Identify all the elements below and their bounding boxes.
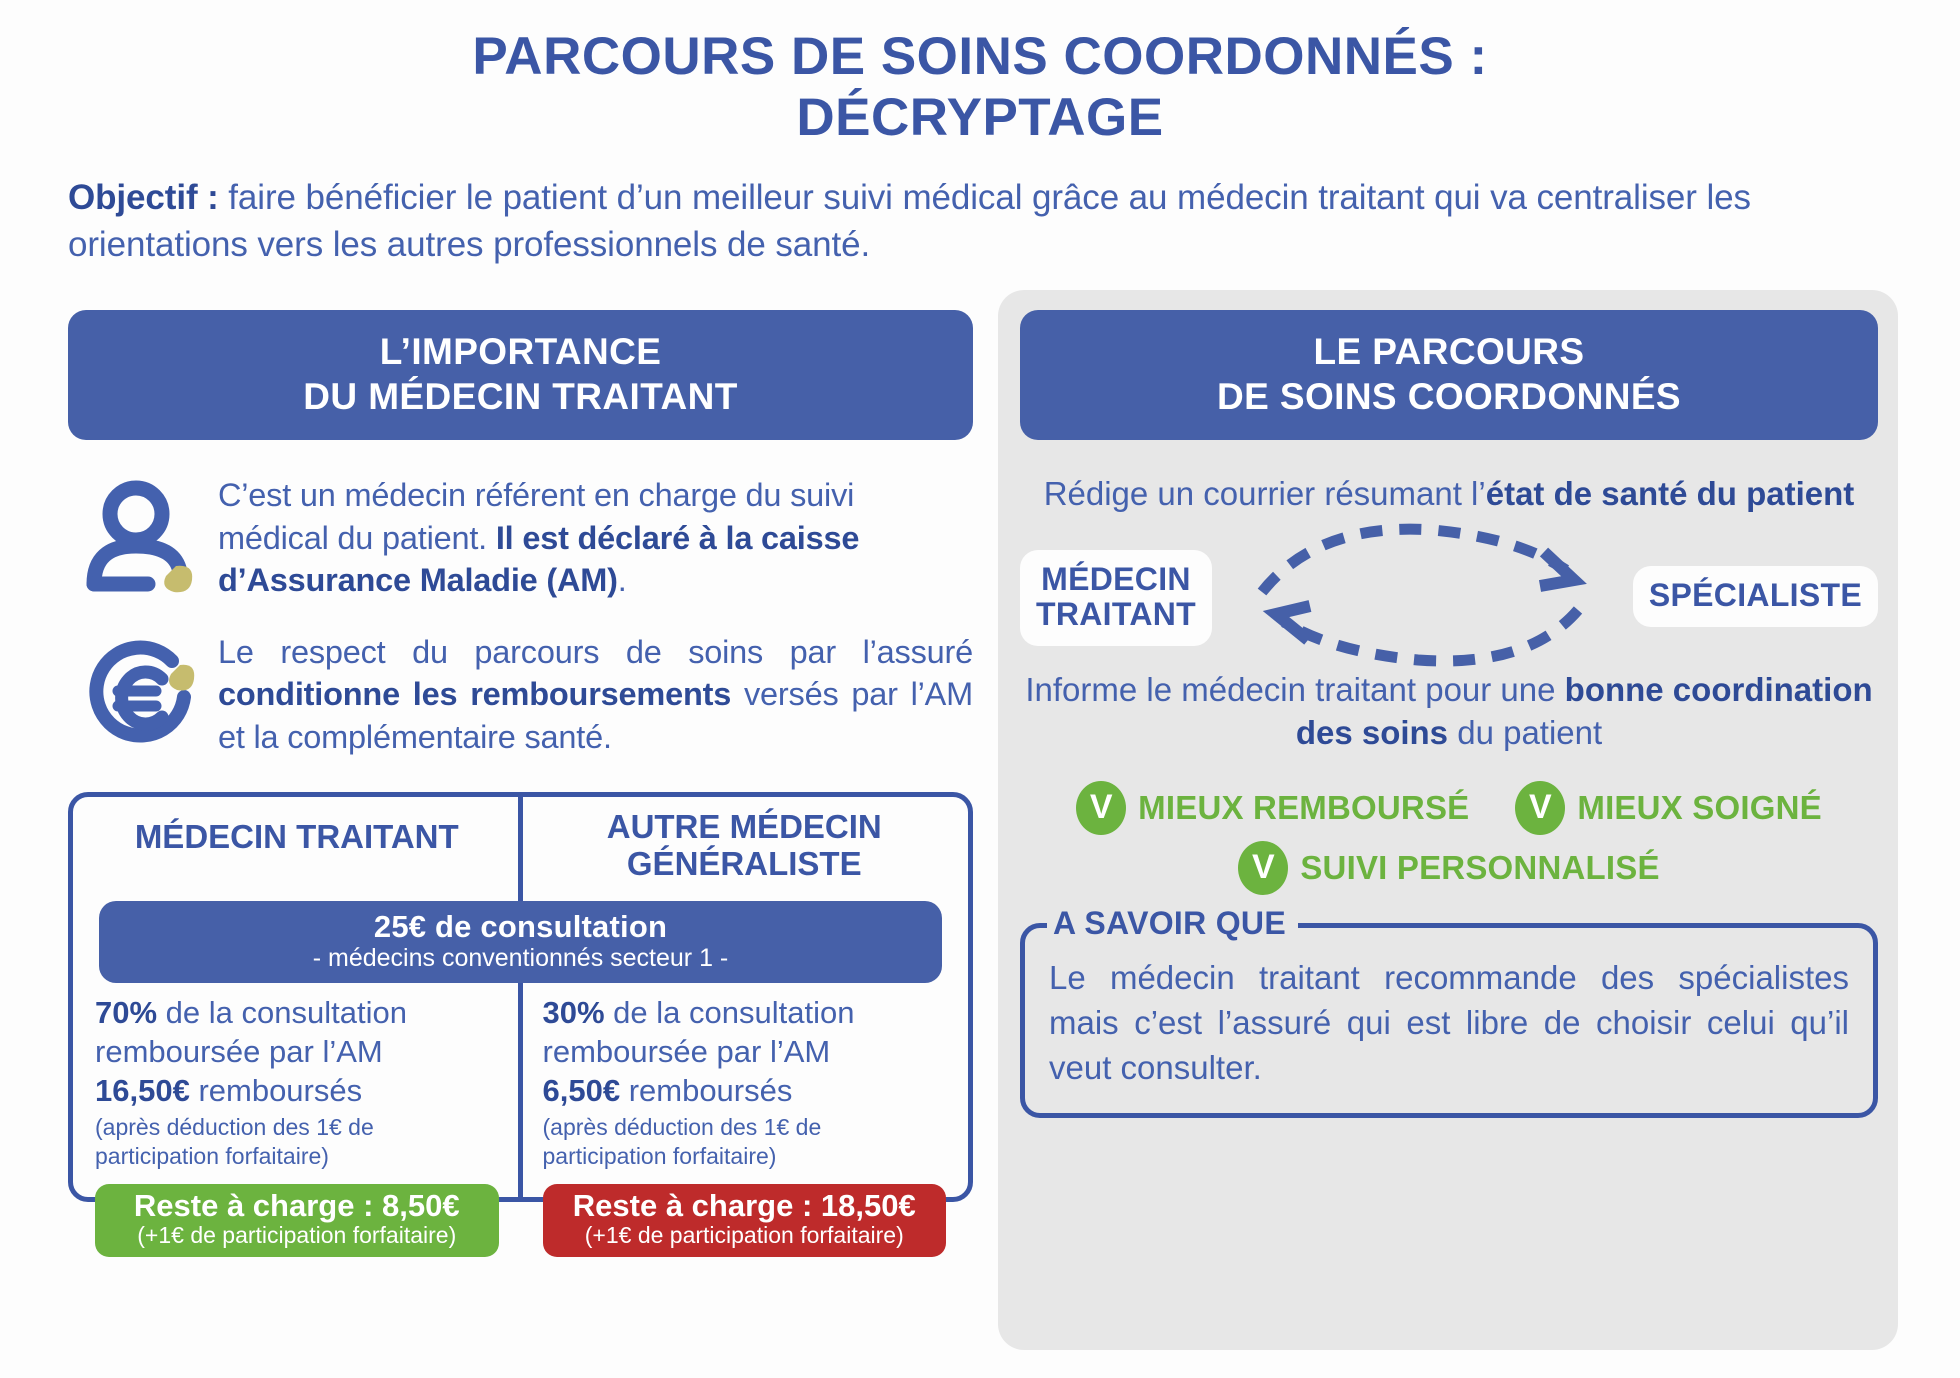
flow-bottom-plain1: Informe le médecin traitant pour une [1025,670,1565,708]
table-col2-header-line1: AUTRE MÉDECIN [606,807,882,845]
right-panel-header [1020,310,1878,440]
flow-bottom-text [1020,668,1878,755]
a-savoir-que-box [1020,904,1878,1118]
col1-pct-rest: de la consultation remboursée par l’AM [95,994,407,1069]
left-point-1 [68,474,973,601]
a-savoir-que-text: Le médecin traitant recommande des spécialistes mais c’est l’assuré qui est libre de choisir celui qu’il veut consulter. [1049,958,1849,1086]
left-point-2-bold1: conditionne les remboursements [218,676,732,713]
flow-top-bold1: état de santé du patient [1485,475,1855,513]
benefits-row-2 [1020,841,1878,895]
left-point-1-bold1: Il est déclaré à la caisse d’Assurance Maladie (AM) [218,519,860,598]
col2-reimbursement-amount [543,1071,947,1110]
left-panel [68,310,973,1249]
right-panel-header-line2: DE SOINS COORDONNÉS [1217,376,1681,418]
page-title [0,0,1960,149]
benefit-label-1: MIEUX REMBOURSÉ [1138,788,1470,826]
col1-reste-sub: (+1€ de participation forfaitaire) [137,1222,457,1249]
col2-reste-main: Reste à charge : 18,50€ [572,1188,916,1224]
col2-reimbursement-pct [543,993,947,1071]
benefits-list [1020,781,1878,895]
col1-reste-main: Reste à charge : 8,50€ [133,1188,460,1224]
table-cell-autre-medecin [521,993,969,1258]
col1-note: (après déduction des 1€ de participation forfaitaire) [95,1113,374,1169]
col2-reste-a-charge-badge [543,1184,947,1257]
table-col2-header-line2: GÉNÉRALISTE [626,844,862,882]
flow-bottom-plain2: du patient [1448,714,1603,752]
benefit-item-2 [1515,781,1821,835]
consultation-price-note: - médecins conventionnés secteur 1 - [312,943,729,972]
comparison-table [68,792,973,1249]
objective-label: Objectif : [68,177,219,217]
col2-note: (après déduction des 1€ de participation forfaitaire) [542,1113,822,1169]
col1-reimbursement-amount [95,1071,499,1110]
col2-pct-rest: de la consultation remboursée par l’AM [542,994,855,1069]
page-title-line1: PARCOURS DE SOINS COORDONNÉS : [472,27,1488,86]
col2-amount-rest: remboursés [620,1072,793,1108]
consultation-price-band [99,901,942,983]
cycle-node-medecin-traitant [1020,550,1212,646]
left-panel-header-line1: L’IMPORTANCE [379,331,662,372]
cycle-node-specialiste: SPÉCIALISTE [1633,566,1878,627]
benefits-row-1 [1020,781,1878,835]
content-columns [0,310,1960,1378]
cycle-dashed-arrows-icon [1248,518,1638,668]
left-point-2-text [218,631,973,758]
col2-reste-sub: (+1€ de participation forfaitaire) [584,1222,904,1249]
col1-pct-value: 70% [95,994,158,1030]
coordination-cycle-diagram [1020,524,1878,664]
left-panel-header [68,310,973,440]
cycle-node-left-line2: TRAITANT [1036,595,1196,632]
page-title-line2: DÉCRYPTAGE [796,88,1164,148]
col1-amount-value: 16,50€ [95,1072,190,1108]
cycle-node-left-line1: MÉDECIN [1041,560,1191,597]
left-point-1-plain1: C’est un médecin référent en charge du suivi médical du patient. [218,477,855,556]
col1-reste-a-charge-badge [95,1184,499,1257]
flow-top-text [1020,472,1878,516]
col1-amount-rest: remboursés [189,1072,363,1108]
left-point-2-plain1: Le respect du parcours de soins par l’assuré [218,634,973,670]
consultation-price: 25€ de consultation [373,908,668,944]
left-panel-header-line2: DU MÉDECIN TRAITANT [303,376,738,418]
benefit-item-1 [1076,781,1469,835]
table-col1-header: MÉDECIN TRAITANT [134,817,459,855]
col1-reimbursement-pct [95,993,499,1071]
table-col2-header [521,797,969,893]
benefit-label-3: SUIVI PERSONNALISÉ [1300,848,1660,886]
left-point-2-plain2: versés par l’AM et la complémentaire santé. [218,676,973,755]
flow-top-plain1: Rédige un courrier résumant l’ [1043,475,1486,513]
left-point-1-text [218,474,973,601]
euro-icon [68,631,218,749]
col2-pct-value: 30% [542,994,605,1030]
check-v-icon: V [1515,781,1565,835]
table-cell-medecin-traitant [73,993,521,1258]
col2-amount-value: 6,50€ [542,1072,621,1108]
benefit-item-3 [1238,841,1659,895]
right-panel [1020,310,1878,1118]
a-savoir-que-label: A SAVOIR QUE [1047,905,1298,942]
table-body-row [73,993,968,1258]
objective-text: faire bénéficier le patient d’un meilleur suivi médical grâce au médecin traitant qui va centraliser les orientations vers les autres professionnels de santé. [68,177,1751,264]
right-panel-header-line1: LE PARCOURS [1313,331,1585,372]
check-v-icon: V [1238,841,1288,895]
left-point-1-plain2: . [617,561,627,598]
person-icon [68,474,218,592]
table-header-row [73,797,968,893]
flow-bottom-bold1: bonne coordination des soins [1295,670,1873,752]
benefit-label-2: MIEUX SOIGNÉ [1577,788,1822,826]
left-point-2 [68,631,973,758]
check-v-icon: V [1076,781,1126,835]
objective-paragraph [0,149,1960,269]
